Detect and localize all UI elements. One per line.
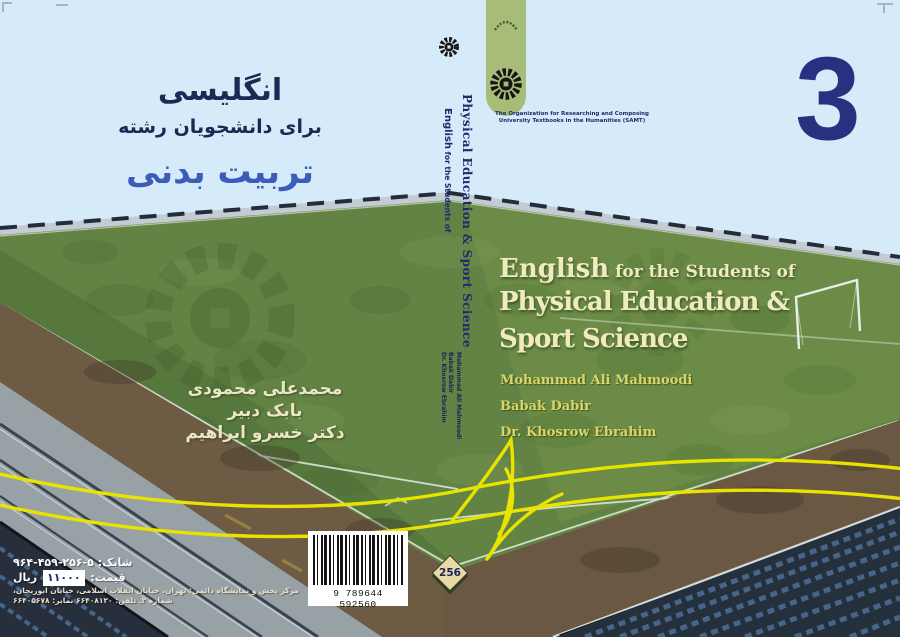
price-unit: ریال <box>13 571 38 584</box>
front-title-line2: Physical Education & <box>499 287 789 317</box>
series-number: 3 <box>795 33 861 165</box>
front-title-block <box>499 254 795 358</box>
address-line1: مرکز پخش و نمایشگاه دائمی: تهران، خیابان انقلاب اسلامی، خیابان ابوریحان، <box>13 586 299 595</box>
back-title-english-fa: انگلیسی <box>157 73 283 108</box>
isbn-value: ۹۶۴-۴۵۹-۲۵۶-۵ <box>13 556 94 569</box>
samt-emblem-icon <box>486 0 526 116</box>
spine-title <box>441 94 474 348</box>
publisher-text <box>494 111 650 126</box>
isbn-label: شابک: <box>97 556 133 569</box>
front-author: Mohammad Ali Mahmoodi <box>500 373 693 388</box>
front-authors-block <box>500 368 692 446</box>
spine-author: Mohammad Ali Mahmoodi <box>455 352 462 440</box>
front-title-lead-rest: for the Students of <box>609 262 796 282</box>
series-badge-number: 256 <box>439 566 461 579</box>
publisher-tab <box>486 0 526 116</box>
back-author: محمدعلی محمودی <box>187 379 343 399</box>
isbn-line <box>13 555 313 570</box>
address-line2: شماره ۲ـ تلفن: ۶۶۴۰۸۱۲۰ نمابر: ۶۶۴۰۵۶۷۸ <box>13 595 173 605</box>
front-title-lead <box>499 254 795 284</box>
isbn-price-block <box>13 555 313 605</box>
back-title-block <box>70 74 370 192</box>
back-authors-block <box>160 378 370 444</box>
spine-title-lead <box>441 108 460 348</box>
publisher-line1: The Organization for Researching and Composing <box>495 111 649 117</box>
spine-title-lead-english: English <box>442 108 453 150</box>
price-label: قیمت: <box>90 571 126 584</box>
spine-title-main: Physical Education & Sport Science <box>460 94 474 348</box>
back-author: دکتر خسرو ابراهیم <box>185 423 345 443</box>
publisher-line2: University Textbooks in the Humanities (SAMT) <box>498 118 646 125</box>
back-title-field-fa: تربیت بدنی <box>126 152 314 192</box>
spine-author: Babak Dabir <box>447 352 455 394</box>
front-author: Dr. Khosrow Ebrahim <box>500 425 657 440</box>
barcode-bars <box>313 535 403 585</box>
spine-authors <box>440 352 463 439</box>
back-author: بابک دبیر <box>227 401 303 421</box>
front-author: Babak Dabir <box>500 399 592 414</box>
spine-title-lead-rest: for the Students of <box>443 149 452 233</box>
spine-author: Dr. Khosrow Ebrahim <box>440 352 447 423</box>
price-line <box>13 570 313 586</box>
back-title-subtitle-fa: برای دانشجویان رشته <box>118 116 322 138</box>
front-title-english: English <box>499 254 610 284</box>
samt-logo-icon <box>438 36 460 58</box>
price-value: ۱۱۰۰۰ <box>43 570 85 586</box>
barcode-number: 9 789644 592560 <box>333 588 383 610</box>
barcode <box>308 531 408 610</box>
scan-corner-marks <box>3 3 893 13</box>
front-title-line3: Sport Science <box>499 324 688 354</box>
